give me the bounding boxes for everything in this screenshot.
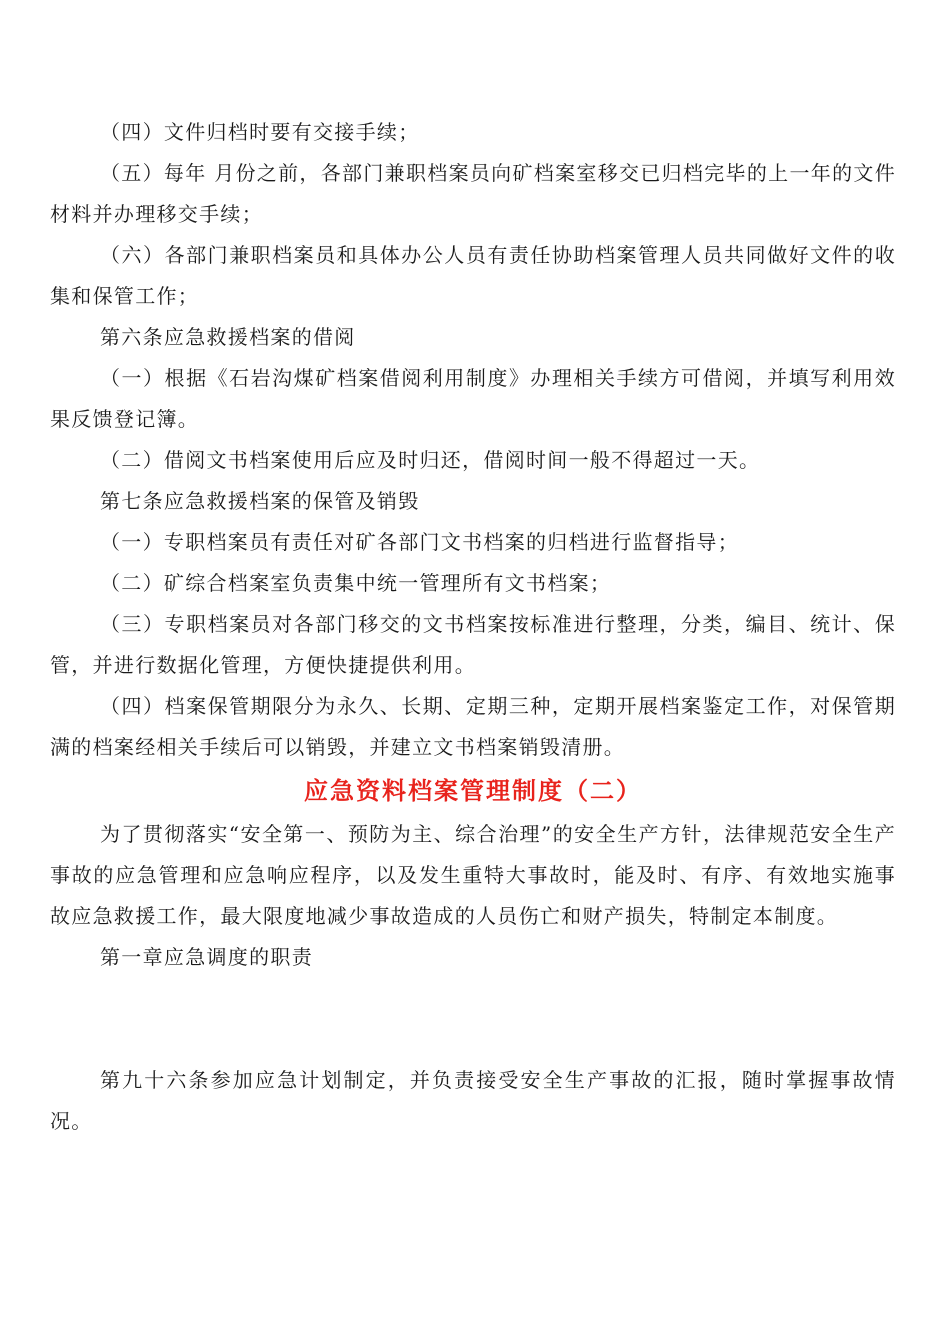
paragraph-article7-item1: （一）专职档案员有责任对矿各部门文书档案的归档进行监督指导； — [100, 530, 739, 554]
heading-article7: 第七条应急救援档案的保管及销毁 — [100, 489, 420, 513]
paragraph-article7-item3: （三）专职档案员对各部门移交的文书档案按标准进行整理，分类，编目、统计、保管，并进行数据化管理，方便快捷提供利用。 — [50, 612, 896, 677]
heading-article6: 第六条应急救援档案的借阅 — [100, 325, 356, 349]
blank-space — [50, 978, 896, 1060]
paragraph-intro: 为了贯彻落实“安全第一、预防为主、综合治理”的安全生产方针，法律规范安全生产事故的应急管理和应急响应程序，以及发生重特大事故时，能及时、有序、有效地实施事故应急救援工作，最大限度地减少事故造成的人员伤亡和财产损失，特制定本制度。 — [50, 822, 896, 928]
paragraph-article5-item4: （四）文件归档时要有交接手续； — [100, 120, 420, 144]
paragraph-article7-item4: （四）档案保管期限分为永久、长期、定期三种，定期开展档案鉴定工作，对保管期满的档案经相关手续后可以销毁，并建立文书档案销毁清册。 — [50, 694, 896, 759]
document-page — [50, 112, 896, 1142]
paragraph-article6-item2: （二）借阅文书档案使用后应及时归还，借阅时间一般不得超过一天。 — [100, 448, 761, 472]
paragraph-article5-item6: （六）各部门兼职档案员和具体办公人员有责任协助档案管理人员共同做好文件的收集和保管工作； — [50, 243, 896, 308]
paragraph-article7-item2: （二）矿综合档案室负责集中统一管理所有文书档案； — [100, 571, 612, 595]
paragraph-article5-item5: （五）每年 月份之前，各部门兼职档案员向矿档案室移交已归档完毕的上一年的文件材料并办理移交手续； — [50, 161, 896, 226]
paragraph-article6-item1: （一）根据《石岩沟煤矿档案借阅利用制度》办理相关手续方可借阅，并填写利用效果反馈登记簿。 — [50, 366, 896, 431]
section-title: 应急资料档案管理制度（二） — [304, 776, 642, 805]
heading-chapter1: 第一章应急调度的职责 — [100, 945, 313, 969]
paragraph-article96: 第九十六条参加应急计划制定，并负责接受安全生产事故的汇报，随时掌握事故情况。 — [50, 1068, 896, 1133]
